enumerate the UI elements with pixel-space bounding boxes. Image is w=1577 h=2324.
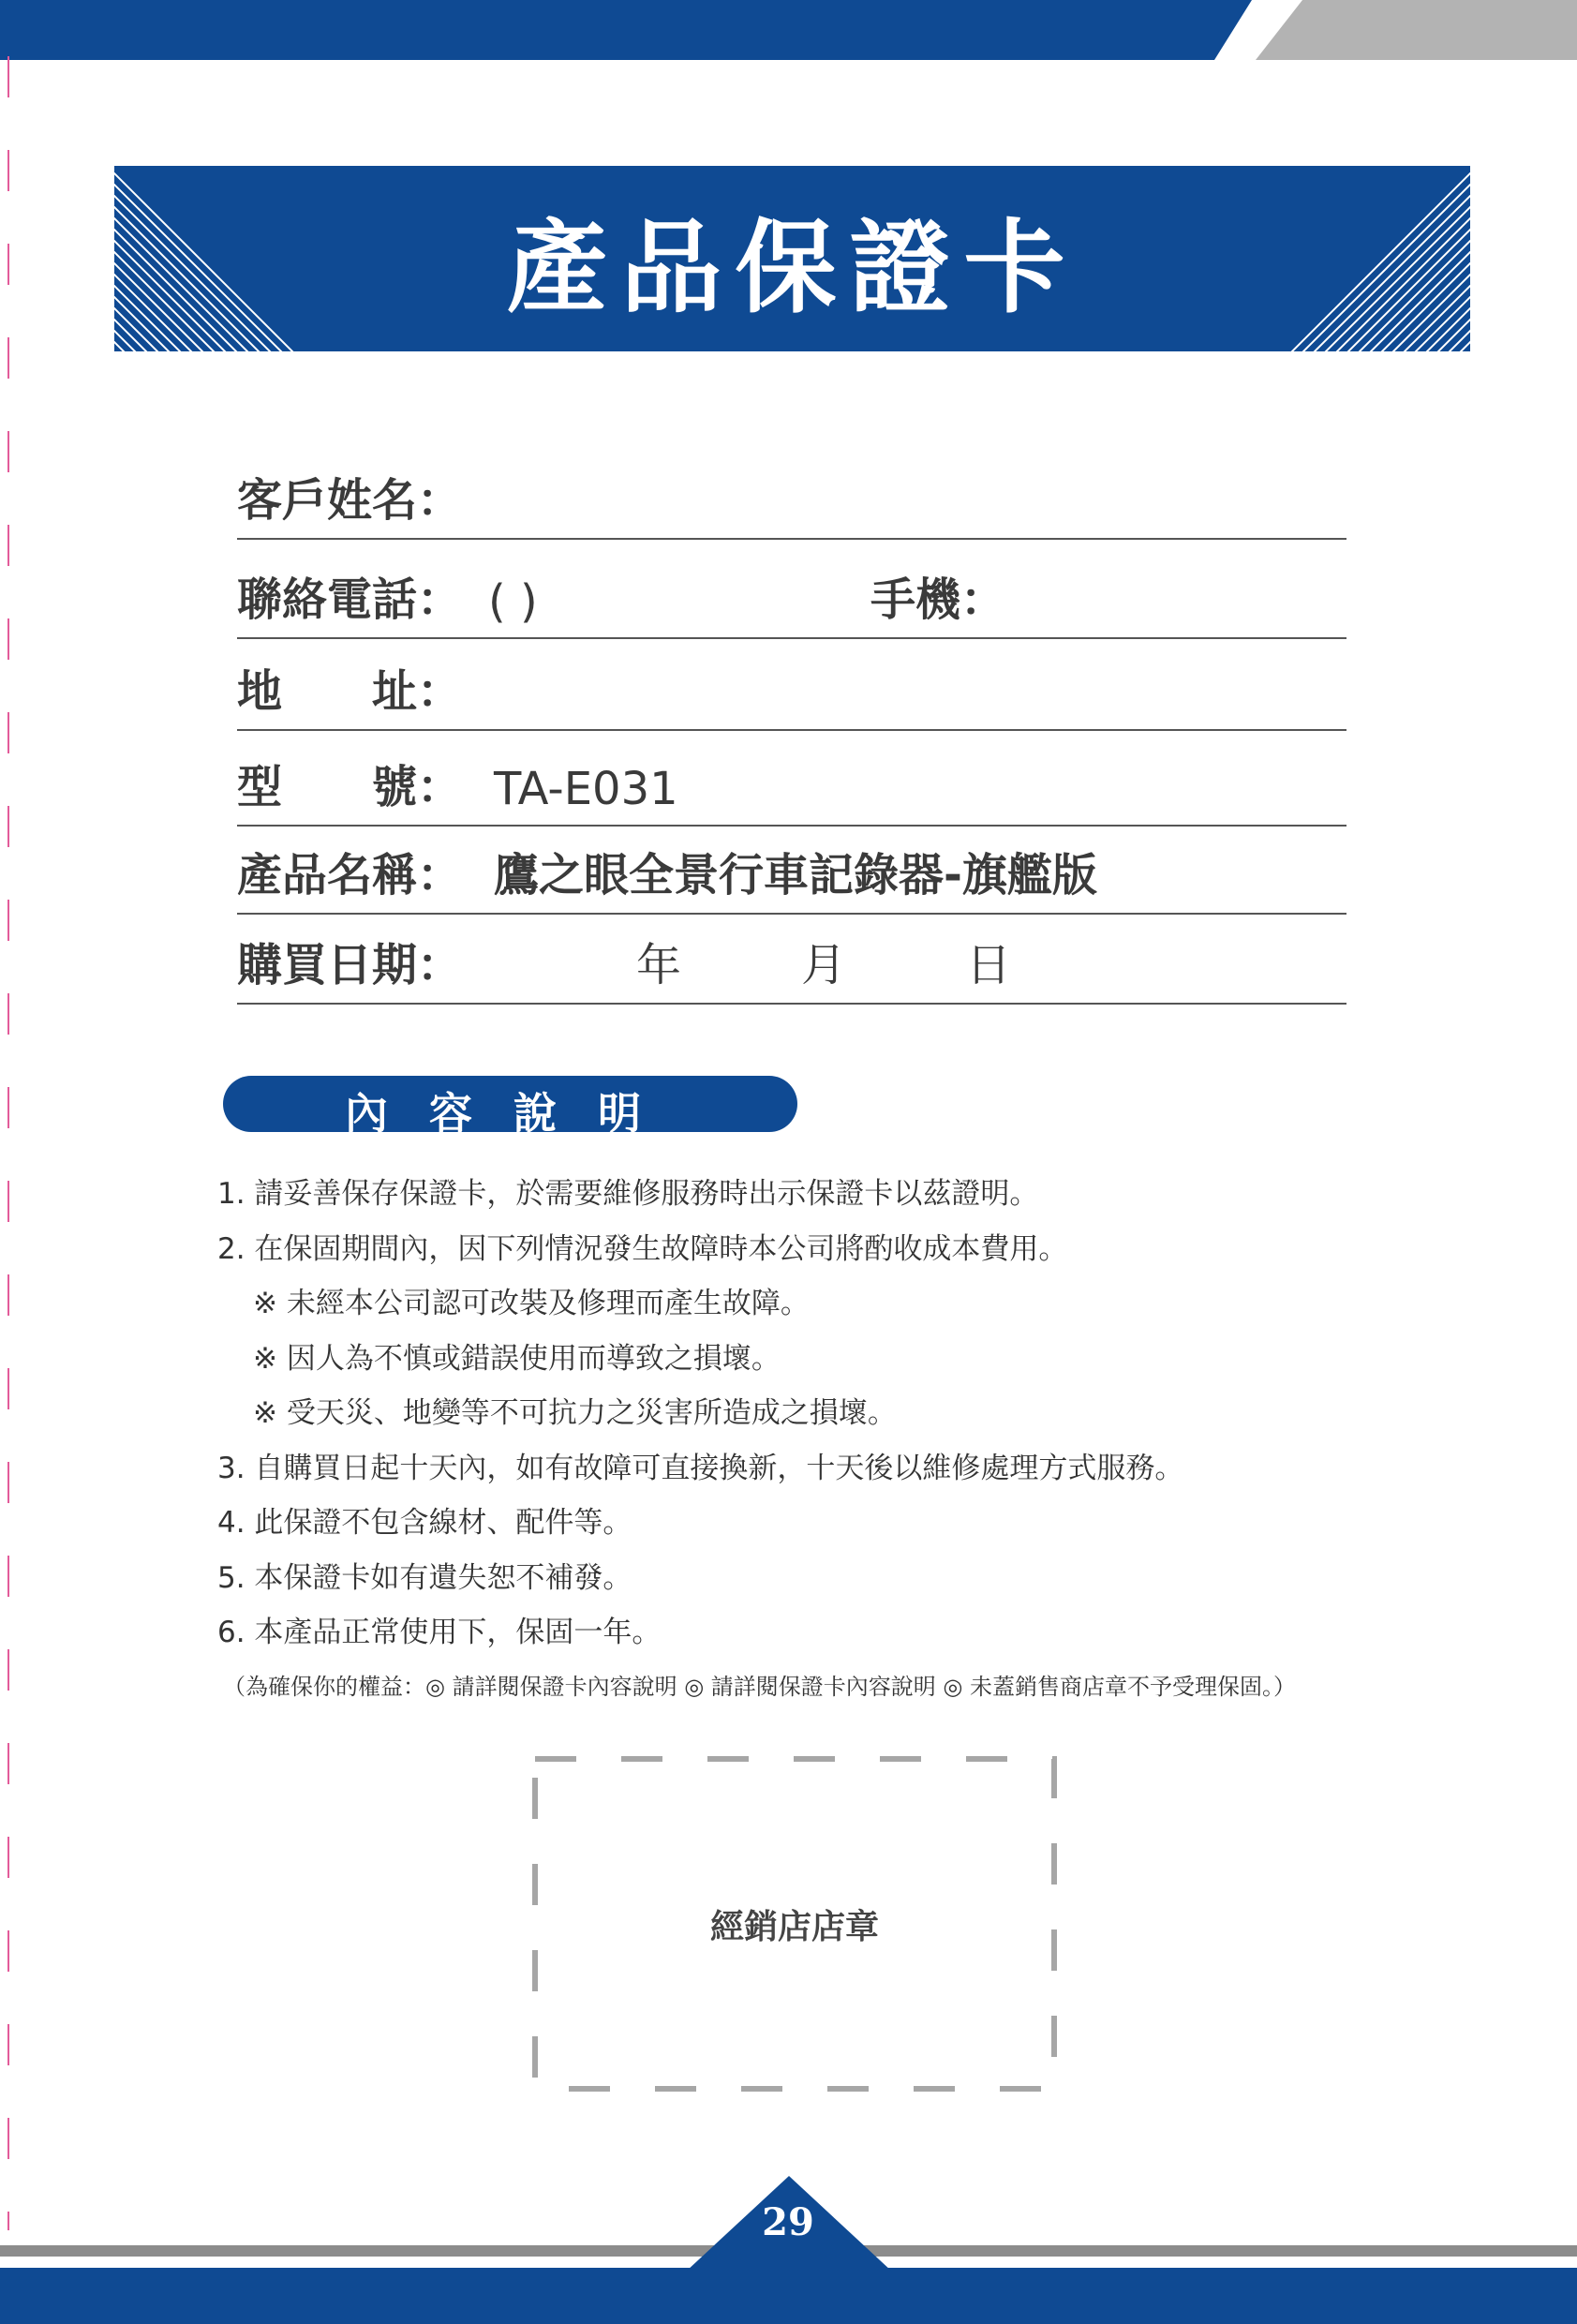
page-number: 29	[762, 2200, 814, 2244]
customer-name-label: 客戶姓名：	[237, 474, 463, 527]
list-subitem: ※ 因人為不慎或錯誤使用而導致之損壞。	[253, 1341, 781, 1376]
month-label: 月	[801, 939, 847, 991]
model-label: 型 號：	[237, 761, 463, 813]
year-label: 年	[636, 939, 682, 991]
product-name-label: 產品名稱：	[237, 849, 463, 901]
footnote: （為確保你的權益：◎ 請詳閱保證卡內容說明 ◎ 請詳閱保證卡內容說明 ◎ 未蓋銷售商店章不予受理保固。）	[223, 1674, 1296, 1700]
title-banner	[114, 166, 1470, 351]
product-name-row	[237, 819, 1346, 915]
model-row	[237, 731, 1346, 827]
list-item: 3. 自購買日起十天內，如有故障可直接換新，十天後以維修處理方式服務。	[217, 1451, 1184, 1485]
day-label: 日	[966, 939, 1012, 991]
purchase-date-label: 購買日期：	[237, 939, 463, 991]
list-subitem: ※ 受天災、地變等不可抗力之災害所造成之損壞。	[253, 1396, 897, 1430]
list-item: 4. 此保證不包含線材、配件等。	[217, 1506, 632, 1540]
section-title: 內容說明	[345, 1088, 682, 1139]
phone-row	[237, 544, 1346, 639]
instructions-list	[217, 1167, 1436, 1661]
left-cut-guide	[7, 56, 9, 2230]
list-item: 1. 請妥善保存保證卡，於需要維修服務時出示保證卡以茲證明。	[217, 1177, 1039, 1211]
mobile-label: 手機：	[870, 574, 1006, 626]
dealer-stamp-box	[532, 1756, 1057, 2092]
section-header	[223, 1076, 797, 1139]
phone-area-code: ( )	[488, 575, 538, 628]
top-band	[0, 0, 1577, 60]
product-name-value: 鷹之眼全景行車記錄器-旗艦版	[494, 849, 1097, 901]
purchase-date-row	[237, 909, 1346, 1005]
model-value: TA-E031	[494, 763, 678, 815]
address-label: 地 址：	[237, 665, 463, 718]
phone-label: 聯絡電話：	[237, 574, 463, 626]
list-item: 2. 在保固期間內，因下列情況發生故障時本公司將酌收成本費用。	[217, 1231, 1068, 1266]
page-title: 產品保證卡	[506, 209, 1079, 327]
address-row	[237, 635, 1346, 731]
list-item: 6. 本產品正常使用下，保固一年。	[217, 1616, 662, 1649]
stamp-label: 經銷店店章	[709, 1907, 879, 1946]
list-subitem: ※ 未經本公司認可改裝及修理而產生故障。	[253, 1287, 810, 1320]
list-item: 5. 本保證卡如有遺失恕不補發。	[217, 1560, 632, 1595]
customer-name-row	[237, 444, 1346, 540]
